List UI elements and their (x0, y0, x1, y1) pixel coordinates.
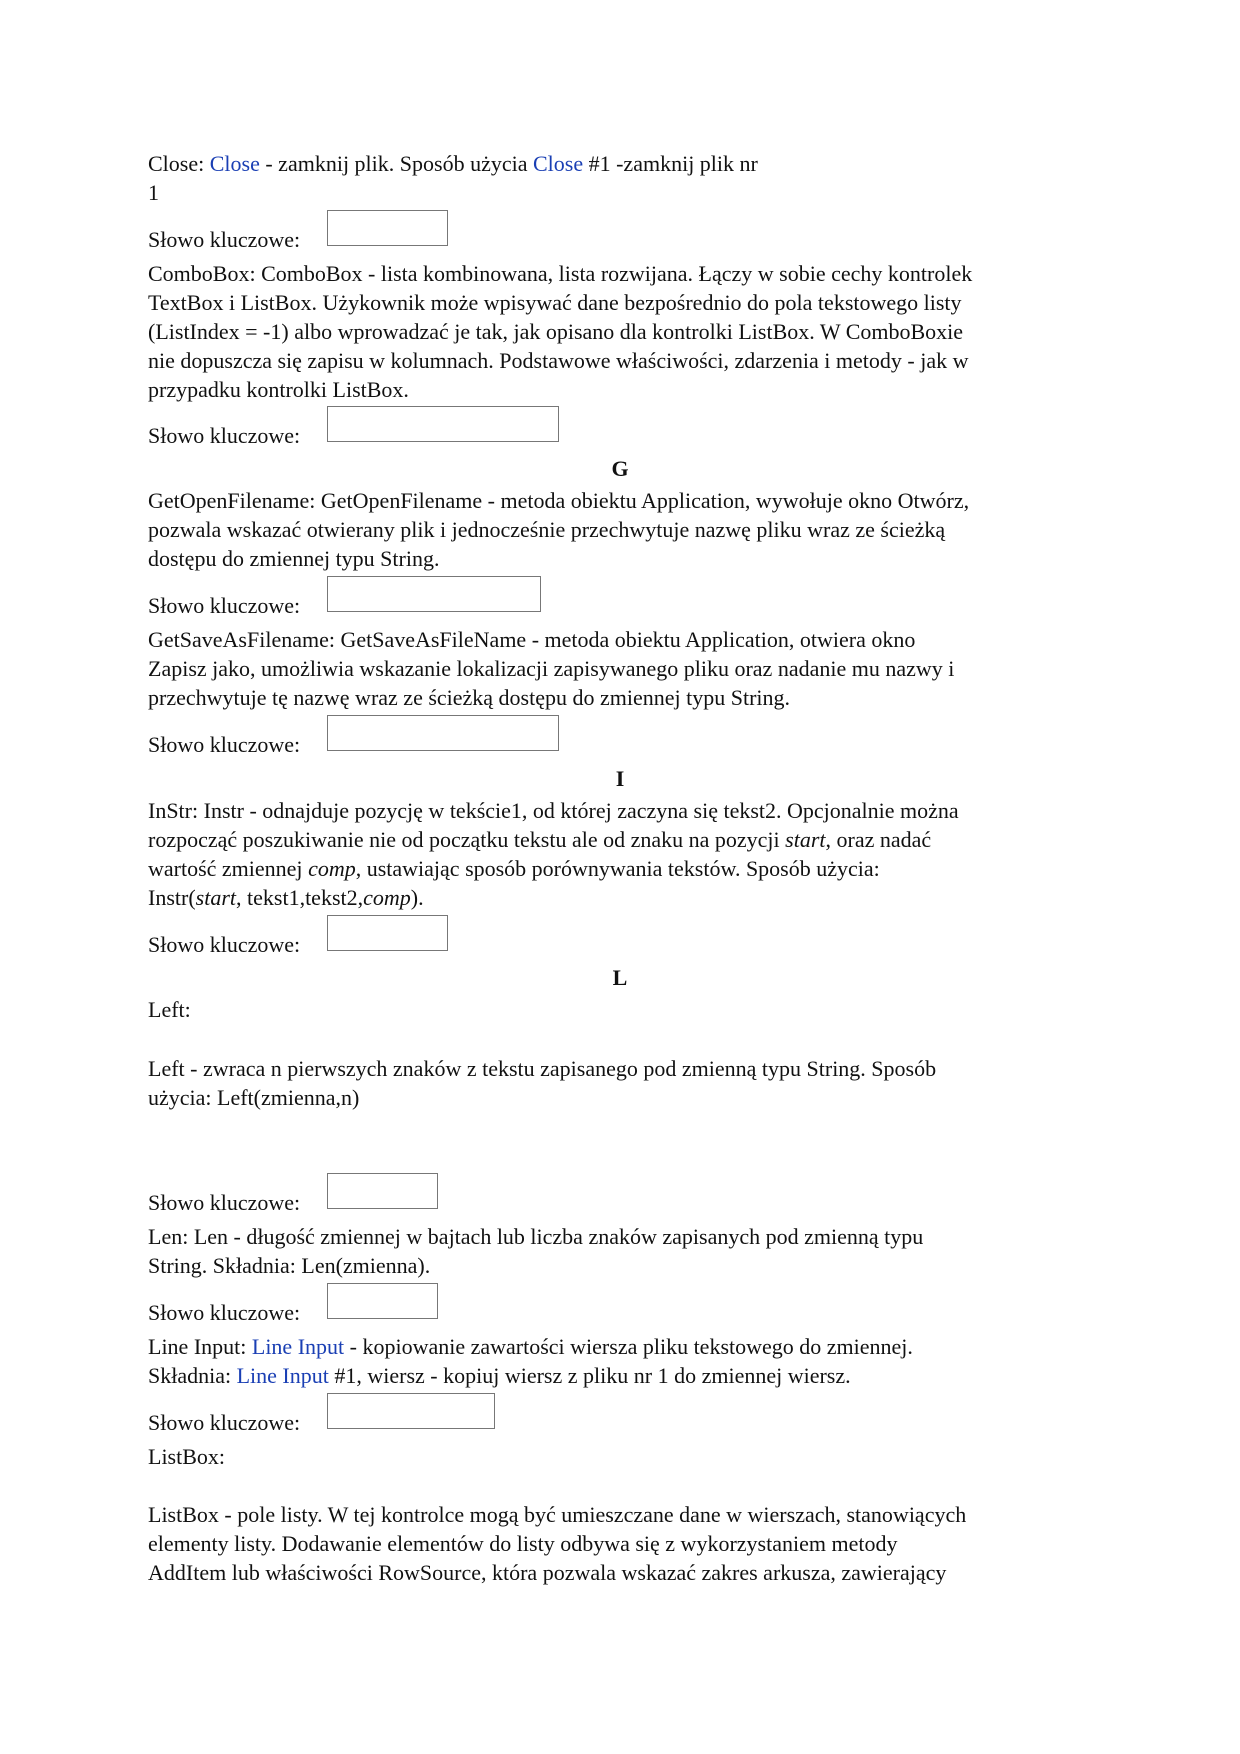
keyword-label-close: Słowo kluczowe: (148, 227, 301, 252)
keyword-label-getopenfilename: Słowo kluczowe: (148, 593, 301, 618)
listbox-term: ListBox: (148, 1444, 226, 1469)
combobox-line-4: nie dopuszcza się zapisu w kolumnach. Podstawowe właściwości, zdarzenia i metody - jak w (148, 348, 969, 373)
instr-text: ). (410, 885, 424, 910)
getsaveasfilename-line-2: Zapisz jako, umożliwia wskazanie lokalizacji zapisywanego pliku oraz nadanie mu nazwy i (148, 656, 955, 681)
instr-param-comp: comp (308, 856, 356, 881)
instr-param-start: start (785, 827, 826, 852)
listbox-line-2: elementy listy. Dodawanie elementów do listy odbywa się z wykorzystaniem metody (148, 1531, 898, 1556)
close-definition-line-2: 1 (148, 180, 159, 205)
keyword-input-len[interactable] (327, 1283, 438, 1319)
instr-text: rozpocząć poszukiwanie nie od początku tekstu ale od znaku na pozycji (148, 827, 786, 852)
close-definition (148, 150, 758, 178)
getopenfilename-line-3: dostępu do zmiennej typu String. (148, 546, 440, 571)
len-line-1: Len: Len - długość zmiennej w bajtach lub liczba znaków zapisanych pod zmienną typu (148, 1224, 924, 1249)
len-line-2: String. Składnia: Len(zmienna). (148, 1253, 431, 1278)
lineinput-line-2 (148, 1362, 851, 1390)
lineinput-link-2[interactable]: Line Input (236, 1363, 329, 1388)
left-line-1: Left - zwraca n pierwszych znaków z tekstu zapisanego pod zmienną typu String. Sposób (148, 1056, 937, 1081)
close-term: Close: (148, 151, 205, 176)
keyword-label-combobox: Słowo kluczowe: (148, 423, 301, 448)
getsaveasfilename-line-3: przechwytuje tę nazwę wraz ze ścieżką dostępu do zmiennej typu String. (148, 685, 791, 710)
section-heading-g: G (611, 456, 629, 481)
instr-text: , oraz nadać (825, 827, 932, 852)
close-link-1[interactable]: Close (209, 151, 260, 176)
keyword-label-getsaveasfilename: Słowo kluczowe: (148, 732, 301, 757)
left-term: Left: (148, 997, 191, 1022)
instr-line-1: InStr: Instr - odnajduje pozycję w tekście1, od której zaczyna się tekst2. Opcjonalnie można (148, 798, 959, 823)
keyword-label-left: Słowo kluczowe: (148, 1190, 301, 1215)
getopenfilename-line-1: GetOpenFilename: GetOpenFilename - metoda obiektu Application, wywołuje okno Otwórz, (148, 488, 970, 513)
instr-line-3 (148, 855, 880, 883)
getopenfilename-line-2: pozwala wskazać otwierany plik i jednocześnie przechwytuje nazwę pliku wraz ze ścieżką (148, 517, 946, 542)
listbox-line-1: ListBox - pole listy. W tej kontrolce mogą być umieszczane dane w wierszach, stanowiących (148, 1502, 967, 1527)
section-heading-l: L (612, 965, 628, 990)
instr-text: , ustawiając sposób porównywania tekstów. Sposób użycia: (355, 856, 880, 881)
getsaveasfilename-line-1: GetSaveAsFilename: GetSaveAsFileName - metoda obiektu Application, otwiera okno (148, 627, 916, 652)
combobox-line-1: ComboBox: ComboBox - lista kombinowana, lista rozwijana. Łączy w sobie cechy kontrolek (148, 261, 973, 286)
instr-text: wartość zmiennej (148, 856, 309, 881)
keyword-input-lineinput[interactable] (327, 1393, 495, 1429)
close-text-2: #1 -zamknij plik nr (583, 151, 758, 176)
keyword-input-left[interactable] (327, 1173, 438, 1209)
keyword-input-getopenfilename[interactable] (327, 576, 541, 612)
instr-line-2 (148, 826, 931, 854)
lineinput-text: Składnia: (148, 1363, 237, 1388)
lineinput-text: #1, wiersz - kopiuj wiersz z pliku nr 1 do zmiennej wiersz. (328, 1363, 851, 1388)
section-heading-i: I (615, 766, 625, 791)
keyword-input-getsaveasfilename[interactable] (327, 715, 559, 751)
lineinput-text: Line Input: (148, 1334, 252, 1359)
close-link-2[interactable]: Close (532, 151, 584, 176)
lineinput-line-1 (148, 1333, 913, 1361)
keyword-label-lineinput: Słowo kluczowe: (148, 1410, 301, 1435)
keyword-label-instr: Słowo kluczowe: (148, 932, 301, 957)
combobox-line-5: przypadku kontrolki ListBox. (148, 377, 409, 402)
keyword-label-len: Słowo kluczowe: (148, 1300, 301, 1325)
instr-text: , tekst1,tekst2, (236, 885, 364, 910)
combobox-line-2: TextBox i ListBox. Użykownik może wpisywać dane bezpośrednio do pola tekstowego listy (148, 290, 962, 315)
listbox-line-3: AddItem lub właściwości RowSource, która pozwala wskazać zakres arkusza, zawierający (148, 1560, 947, 1585)
left-line-2: użycia: Left(zmienna,n) (148, 1085, 360, 1110)
keyword-input-close[interactable] (327, 210, 448, 246)
lineinput-text: - kopiowanie zawartości wiersza pliku tekstowego do zmiennej. (344, 1334, 913, 1359)
keyword-input-combobox[interactable] (327, 406, 559, 442)
instr-param-start: start (195, 885, 237, 910)
close-text-1: - zamknij plik. Sposób użycia (259, 151, 533, 176)
lineinput-link-1[interactable]: Line Input (251, 1334, 345, 1359)
instr-param-comp: comp (363, 885, 411, 910)
keyword-input-instr[interactable] (327, 915, 448, 951)
instr-text: Instr( (148, 885, 196, 910)
instr-line-4 (148, 884, 424, 912)
combobox-line-3: (ListIndex = -1) albo wprowadzać je tak, jak opisano dla kontrolki ListBox. W ComboBoxie (148, 319, 964, 344)
